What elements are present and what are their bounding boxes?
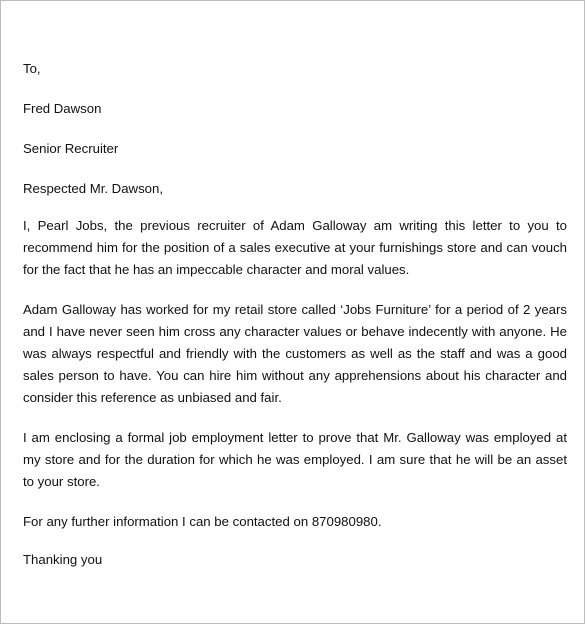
salutation-to: To,: [23, 61, 41, 76]
closing: Thanking you: [23, 552, 103, 567]
paragraph-recommendation: I, Pearl Jobs, the previous recruiter of Adam Galloway am writing this letter to you to recommend him for the position of a sales executive at your furnishings store and can vouch for the fact that he has an impeccable character and moral values.: [23, 218, 567, 277]
recipient-name: Fred Dawson: [23, 101, 102, 116]
letter-body: [23, 60, 567, 569]
greeting: Respected Mr. Dawson,: [23, 181, 163, 196]
contact-line: For any further information I can be contacted on 870980980.: [23, 514, 382, 529]
paragraph-work-history: Adam Galloway has worked for my retail store called ‘Jobs Furniture’ for a period of 2 years and I have never seen him cross any character values or behave indecently with anyone. He was always respectful and friendly with the customers as well as the staff and was a good sales person to have. You can hire him without any apprehensions about his character and consider this reference as unbiased and fair.: [23, 302, 567, 405]
recipient-title: Senior Recruiter: [23, 141, 119, 156]
paragraph-enclosure: I am enclosing a formal job employment letter to prove that Mr. Galloway was employed at my store and for the duration for which he was employed. I am sure that he will be an asset to your store.: [23, 430, 567, 489]
